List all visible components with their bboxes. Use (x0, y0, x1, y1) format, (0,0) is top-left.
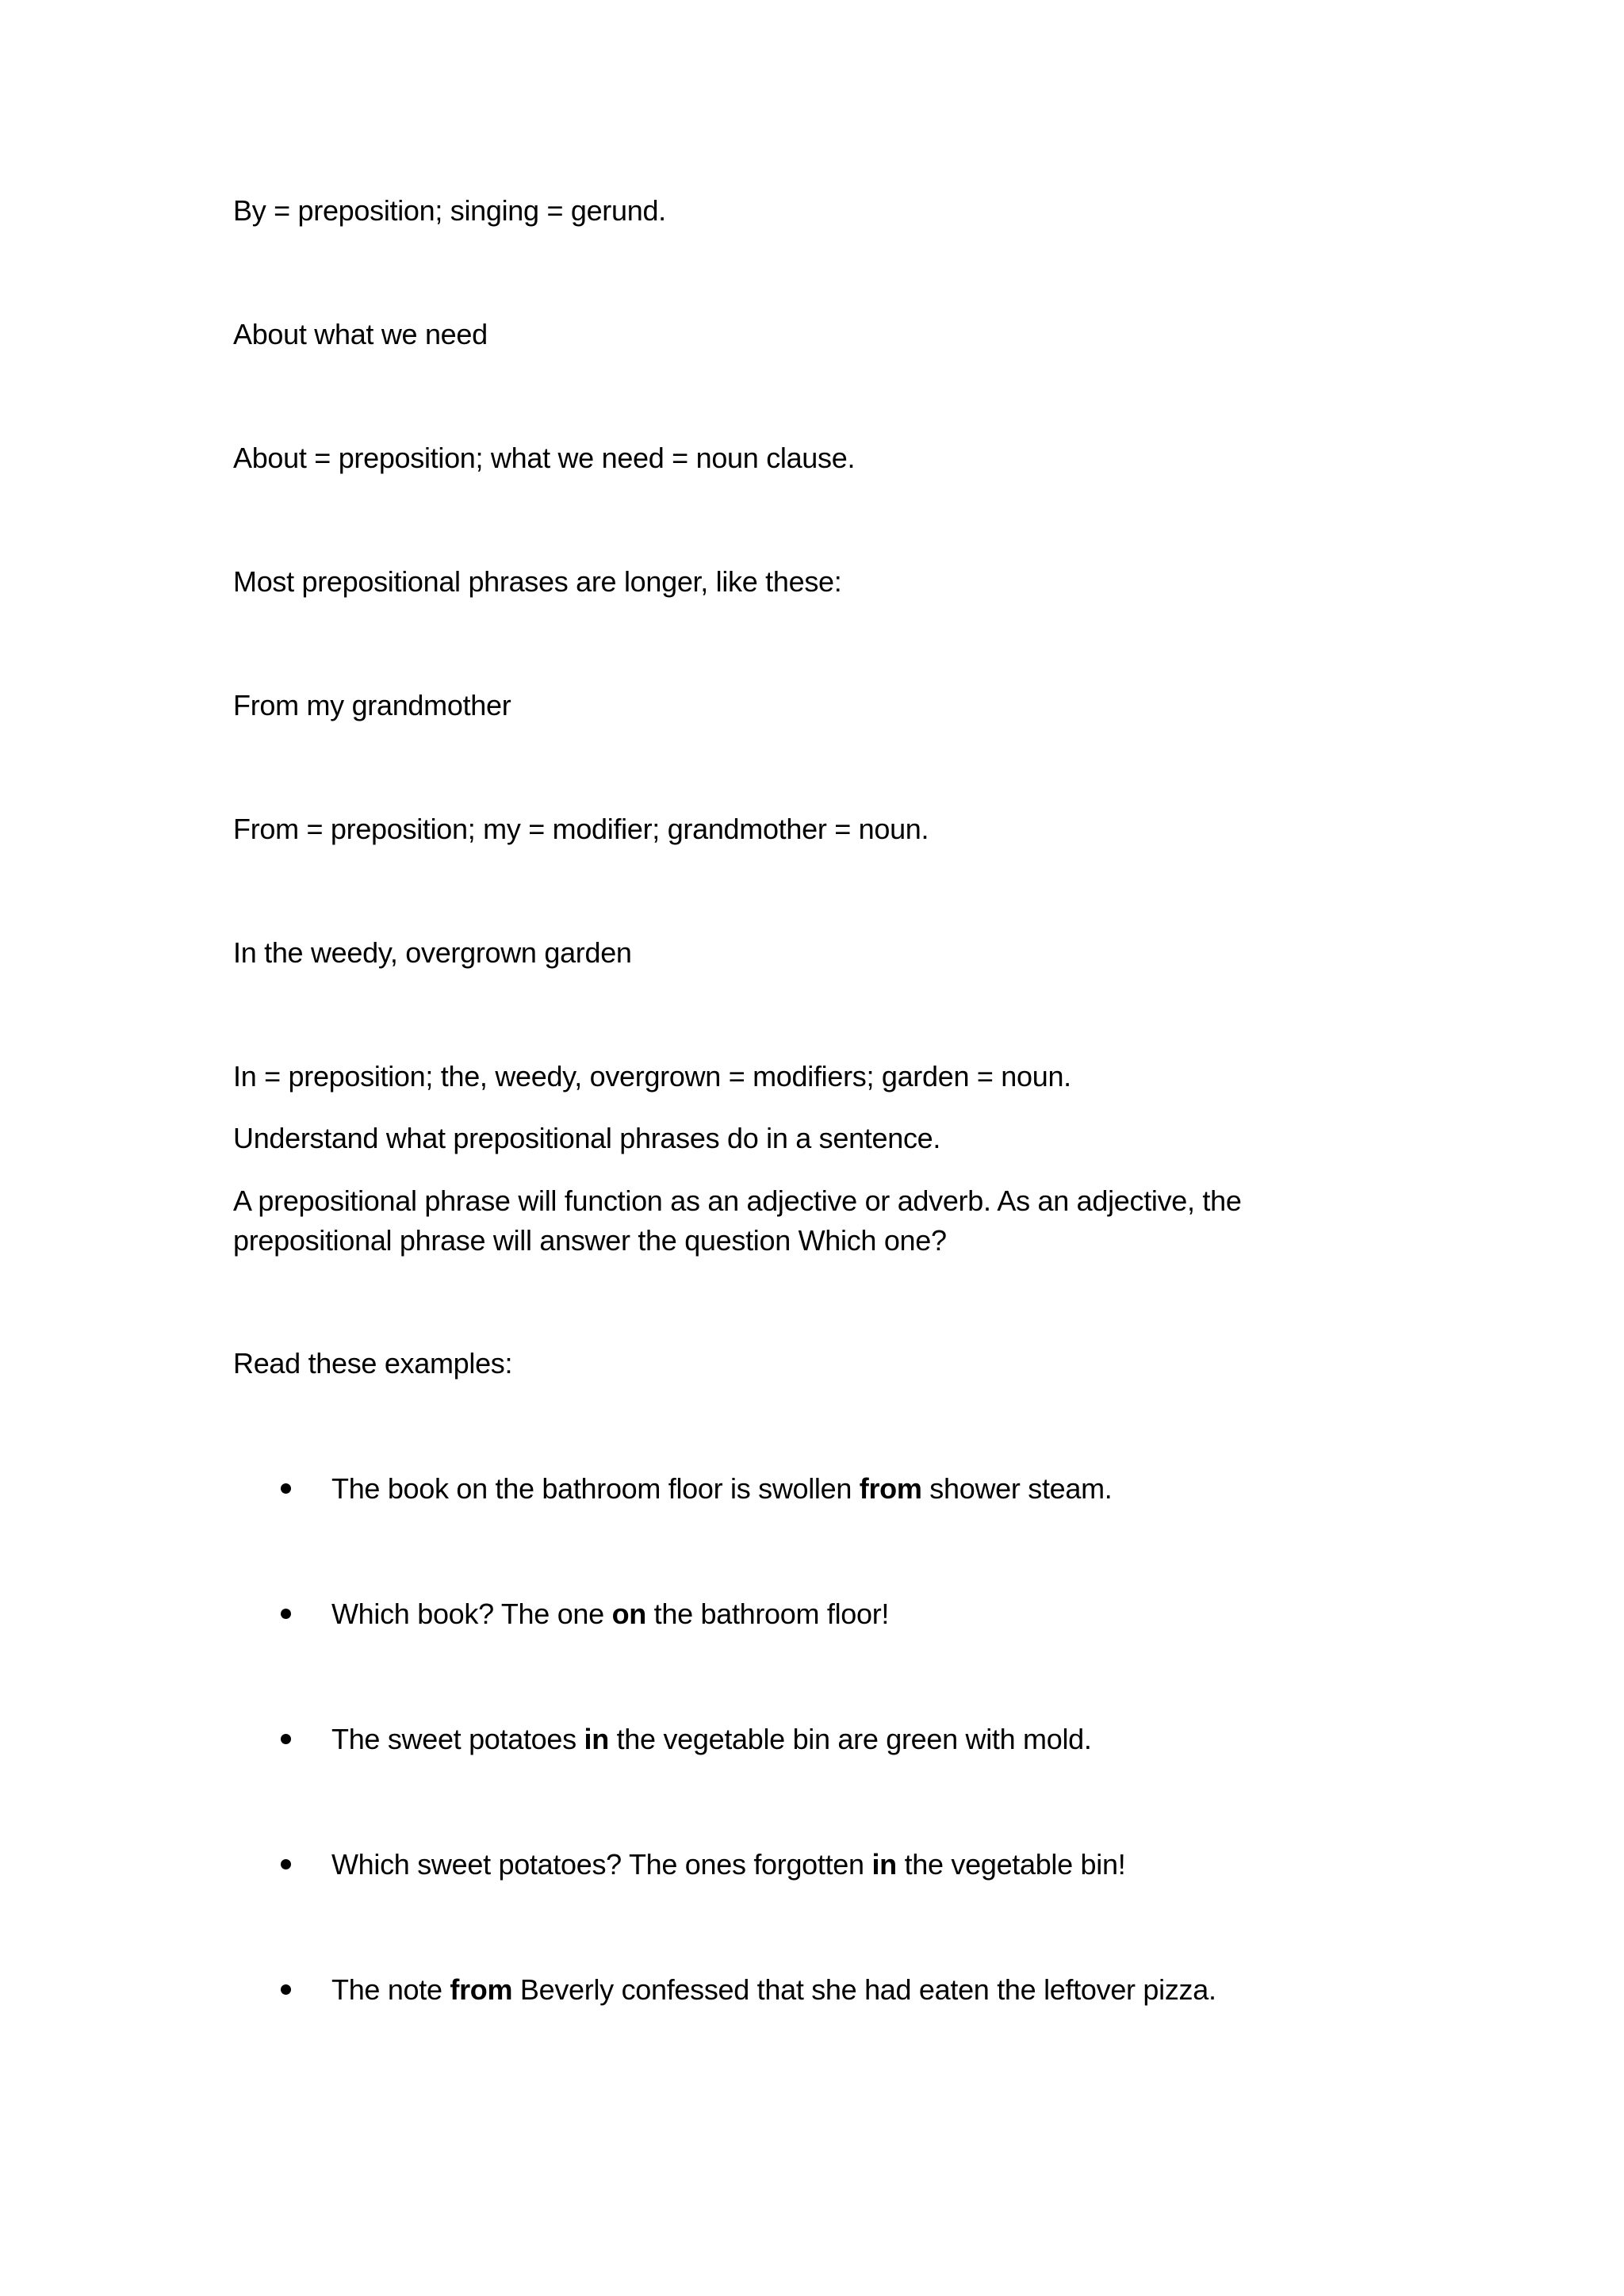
bold-preposition: in (871, 1848, 897, 1881)
section-heading-understand: Understand what prepositional phrases do in a sentence. (233, 1122, 941, 1154)
text-line-in-preposition: In = preposition; the, weedy, overgrown = modifiers; garden = noun. (233, 1060, 1071, 1093)
text-line-from-preposition: From = preposition; my = modifier; grandmother = noun. (233, 813, 929, 845)
bold-preposition: in (584, 1723, 609, 1755)
text-line-from-my-grandmother: From my grandmother (233, 689, 511, 721)
list-item-text: The book on the bathroom floor is swollen from shower steam. (331, 1472, 1113, 1505)
text-line-most-prepositional-phrases: Most prepositional phrases are longer, like these: (233, 565, 842, 598)
bullet-icon (281, 1984, 291, 1995)
text-line-about-preposition: About = preposition; what we need = noun clause. (233, 442, 856, 474)
list-item-text: The sweet potatoes in the vegetable bin are green with mold. (331, 1723, 1092, 1755)
text-line-read-these-examples: Read these examples: (233, 1347, 513, 1380)
bold-preposition: from (450, 1973, 513, 2006)
text-line-about-what-we-need: About what we need (233, 318, 488, 350)
text-line-in-the-weedy-garden: In the weedy, overgrown garden (233, 936, 632, 969)
bold-preposition: on (611, 1598, 646, 1630)
bullet-icon (281, 1483, 291, 1494)
text-line-by-preposition: By = preposition; singing = gerund. (233, 194, 666, 227)
list-item-text: The note from Beverly confessed that she had eaten the leftover pizza. (331, 1973, 1216, 2006)
list-item-text: Which book? The one on the bathroom floor! (331, 1598, 890, 1630)
paragraph-adjective-function: A prepositional phrase will function as an adjective or adverb. As an adjective, the prepositional phrase will answer the question Which one? (233, 1184, 1242, 1257)
bullet-icon (281, 1734, 291, 1744)
bullet-icon (281, 1609, 291, 1619)
list-item-text: Which sweet potatoes? The ones forgotten in the vegetable bin! (331, 1848, 1126, 1881)
bullet-icon (281, 1859, 291, 1869)
bold-preposition: from (859, 1472, 922, 1505)
